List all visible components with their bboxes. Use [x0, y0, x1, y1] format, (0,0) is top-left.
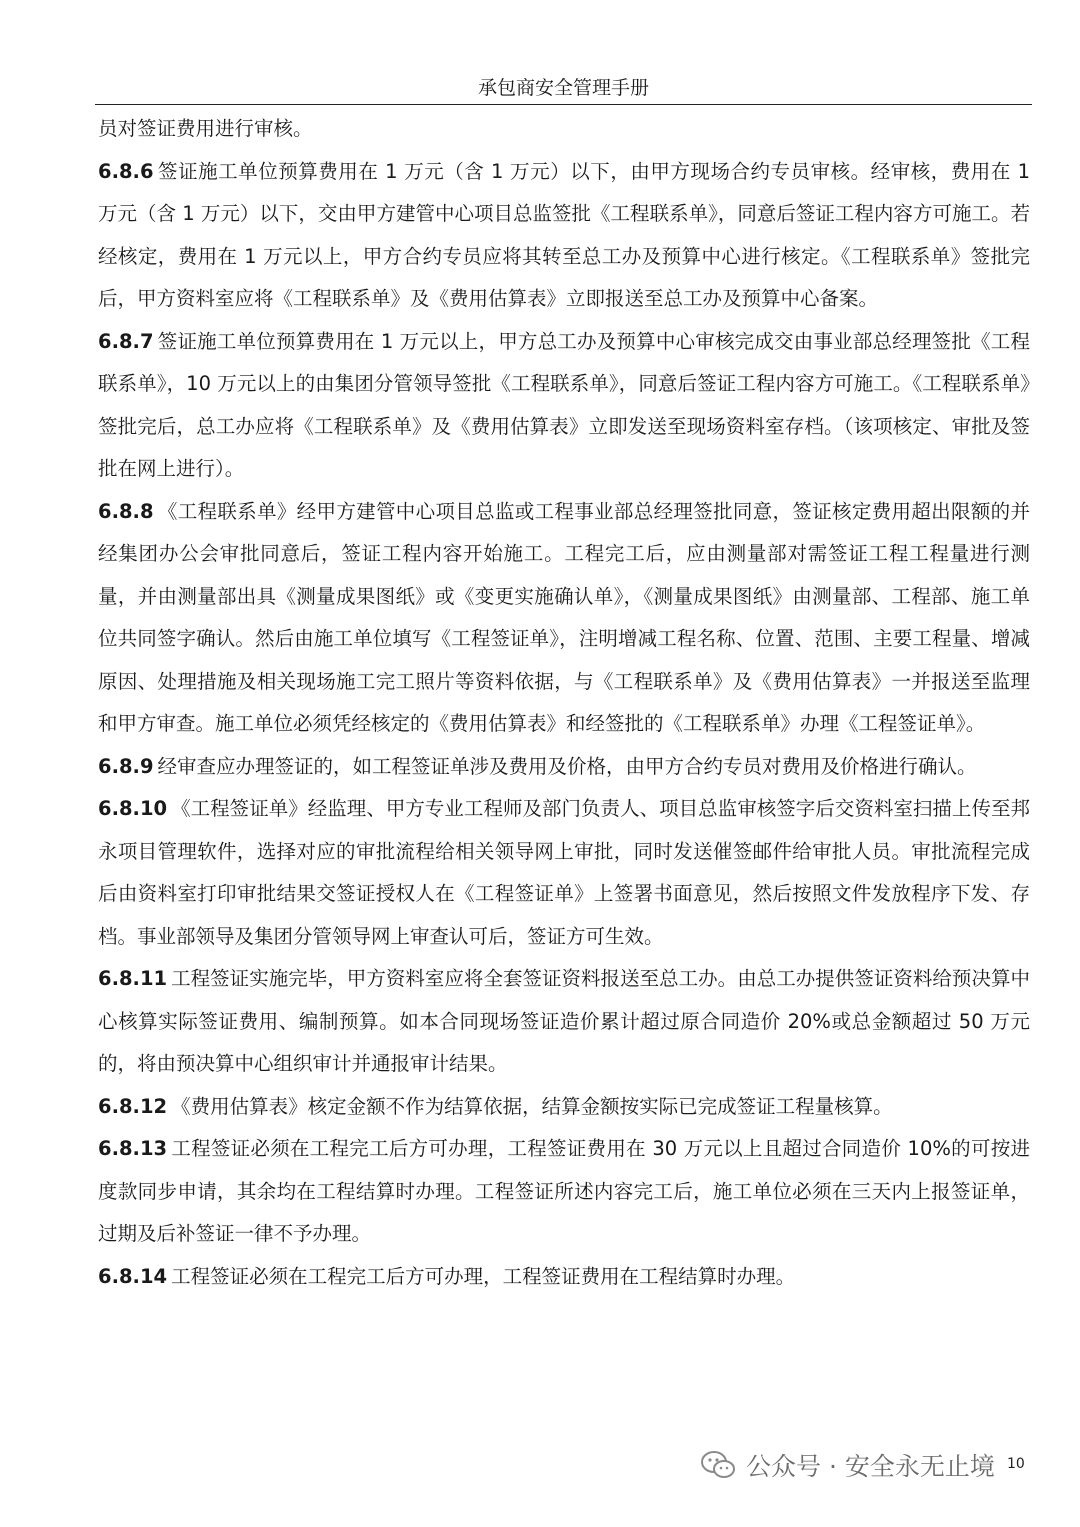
clause-number: 6.8.6 [98, 159, 154, 183]
watermark [700, 1440, 995, 1490]
header-divider [95, 104, 1032, 105]
clause-6-8-13 [98, 1128, 1030, 1256]
clause-number: 6.8.11 [98, 967, 168, 990]
clause-6-8-8 [98, 491, 1030, 746]
clause-text: 工程签证必须在工程完工后方可办理，工程签证费用在 30 万元以上且超过合同造价 10%的可按进度款同步申请，其余均在工程结算时办理。工程签证所述内容完工后，施工单位必须在三天内上报签证单，过期及后补签证一律不予办理。 [98, 1137, 1030, 1245]
document-body [98, 108, 1030, 1298]
clause-6-8-6 [98, 151, 1030, 321]
clause-number: 6.8.8 [98, 499, 154, 523]
clause-number: 6.8.13 [98, 1137, 168, 1160]
clause-6-8-14 [98, 1256, 1030, 1299]
clause-6-8-10 [98, 788, 1030, 958]
clause-text: 《工程联系单》经甲方建管中心项目总监或工程事业部总经理签批同意，签证核定费用超出限额的并经集团办公会审批同意后，签证工程内容开始施工。工程完工后，应由测量部对需签证工程工程量进行测量，并由测量部出具《测量成果图纸》或《变更实施确认单》，《测量成果图纸》由测量部、工程部、施工单位共同签字确认。然后由施工单位填写《工程签证单》，注明增减工程名称、位置、范围、主要工程量、增减原因、处理措施及相关现场施工完工照片等资料依据，与《工程联系单》及《费用估算表》一并报送至监理和甲方审查。施工单位必须凭经核定的《费用估算表》和经签批的《工程联系单》办理《工程签证单》。 [98, 499, 1030, 735]
clause-number: 6.8.12 [98, 1094, 168, 1118]
page-header [95, 72, 1032, 104]
clause-6-8-11 [98, 958, 1030, 1086]
watermark-text: 公众号 · 安全永无止境 [746, 1452, 995, 1481]
clause-text: 工程签证实施完毕，甲方资料室应将全套签证资料报送至总工办。由总工办提供签证资料给预决算中心核算实际签证费用、编制预算。如本合同现场签证造价累计超过原合同造价 20%或总金额超过 50 万元的，将由预决算中心组织审计并通报审计结果。 [98, 967, 1030, 1075]
clause-6-8-7 [98, 321, 1030, 491]
clause-text: 签证施工单位预算费用在 1 万元以上，甲方总工办及预算中心审核完成交由事业部总经理签批《工程联系单》，10 万元以上的由集团分管领导签批《工程联系单》，同意后签证工程内容方可施工。《工程联系单》签批完后，总工办应将《工程联系单》及《费用估算表》立即发送至现场资料室存档。（该项核定、审批及签批在网上进行）。 [98, 329, 1030, 480]
paragraph-text: 员对签证费用进行审核。 [98, 117, 313, 140]
clause-text: 《工程签证单》经监理、甲方专业工程师及部门负责人、项目总监审核签字后交资料室扫描上传至邦永项目管理软件，选择对应的审批流程给相关领导网上审批，同时发送催签邮件给审批人员。审批流程完成后由资料室打印审批结果交签证授权人在《工程签证单》上签署书面意见，然后按照文件发放程序下发、存档。事业部领导及集团分管领导网上审查认可后，签证方可生效。 [98, 797, 1030, 948]
clause-number: 6.8.7 [98, 329, 154, 353]
clause-6-8-12 [98, 1086, 1030, 1129]
page-number: 10 [1007, 1456, 1025, 1472]
clause-text: 经审查应办理签证的，如工程签证单涉及费用及价格，由甲方合约专员对费用及价格进行确认。 [157, 754, 977, 778]
paragraph-continuation [98, 108, 1030, 151]
clause-6-8-9 [98, 746, 1030, 789]
clause-number: 6.8.14 [98, 1264, 168, 1288]
clause-number: 6.8.9 [98, 754, 154, 778]
clause-text: 工程签证必须在工程完工后方可办理，工程签证费用在工程结算时办理。 [171, 1264, 796, 1288]
clause-text: 签证施工单位预算费用在 1 万元（含 1 万元）以下，由甲方现场合约专员审核。经审核，费用在 1 万元（含 1 万元）以下，交由甲方建管中心项目总监签批《工程联系单》，同意后签证工程内容方可施工。若经核定，费用在 1 万元以上，甲方合约专员应将其转至总工办及预算中心进行核定。《工程联系单》签批完后，甲方资料室应将《工程联系单》及《费用估算表》立即报送至总工办及预算中心备案。 [98, 159, 1030, 310]
wechat-icon [700, 1450, 736, 1480]
clause-text: 《费用估算表》核定金额不作为结算依据，结算金额按实际已完成签证工程量核算。 [171, 1094, 893, 1118]
header-title: 承包商安全管理手册 [477, 77, 649, 99]
clause-number: 6.8.10 [98, 797, 168, 820]
